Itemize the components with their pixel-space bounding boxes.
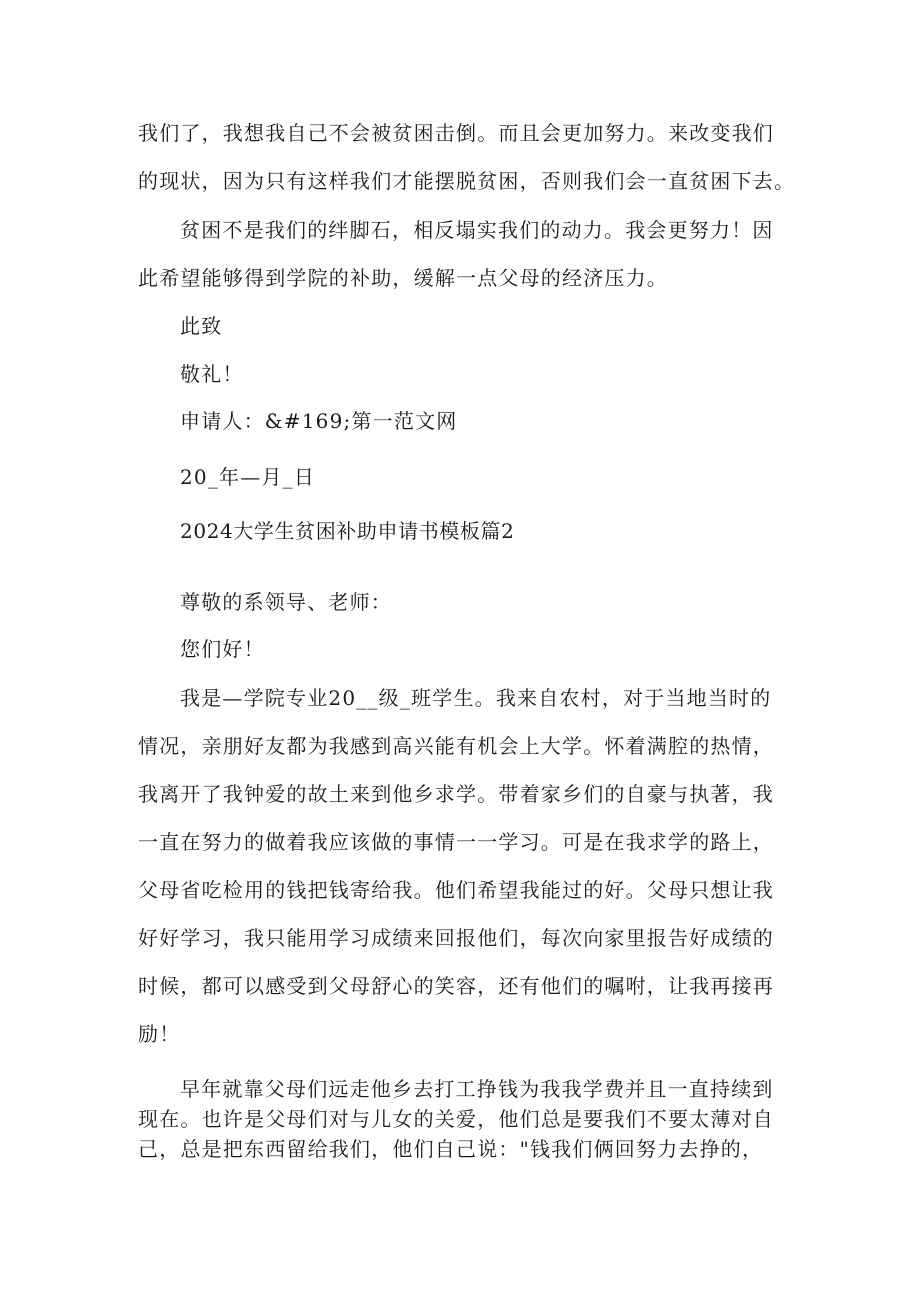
paragraph-line: 励！ (138, 1022, 181, 1046)
salutation-line: 敬礼！ (180, 362, 244, 386)
salutation-line: 此致 (180, 314, 223, 338)
paragraph-line: 的现状，因为只有这样我们才能摆脱贫困，否则我们会一直贫困下去。 (138, 169, 796, 193)
paragraph-line: 现在。也许是父母们对与儿女的关爱，他们总是要我们不要太薄对自 (138, 1107, 774, 1131)
paragraph-line: 己，总是把东西留给我们，他们自己说："钱我们俩回努力去挣的， (138, 1137, 764, 1161)
paragraph-line: 好好学习，我只能用学习成绩来回报他们，每次向家里报告好成绩的 (138, 926, 774, 950)
paragraph-line: 贫困不是我们的绊脚石，相反塌实我们的动力。我会更努力！因 (180, 218, 774, 242)
paragraph-line: 情况，亲朋好友都为我感到高兴能有机会上大学。怀着满腔的热情， (138, 734, 774, 758)
section-title: 2024大学生贫困补助申请书模板篇2 (180, 519, 515, 543)
paragraph-line: 时候，都可以感受到父母舒心的笑容，还有他们的嘱咐，让我再接再 (138, 974, 774, 998)
paragraph-line: 我是—学院专业20__级_班学生。我来自农村，对于当地当时的 (180, 686, 772, 710)
applicant-line: 申请人：&#169;第一范文网 (180, 409, 458, 433)
paragraph-line: 此希望能够得到学院的补助，缓解一点父母的经济压力。 (138, 266, 668, 290)
paragraph-line: 我离开了我钟爱的故土来到他乡求学。带着家乡们的自豪与执著，我 (138, 782, 774, 806)
greeting-line: 尊敬的系领导、老师： (180, 590, 392, 614)
hello-line: 您们好！ (180, 637, 265, 661)
paragraph-line: 早年就靠父母们远走他乡去打工挣钱为我我学费并且一直持续到 (180, 1077, 774, 1101)
paragraph-line: 父母省吃检用的钱把钱寄给我。他们希望我能过的好。父母只想让我 (138, 878, 774, 902)
paragraph-line: 一直在努力的做着我应该做的事情一一学习。可是在我求学的路上， (138, 830, 774, 854)
paragraph-line: 我们了，我想我自己不会被贫困击倒。而且会更加努力。来改变我们 (138, 121, 774, 145)
date-line: 20_年—月_日 (180, 465, 316, 489)
